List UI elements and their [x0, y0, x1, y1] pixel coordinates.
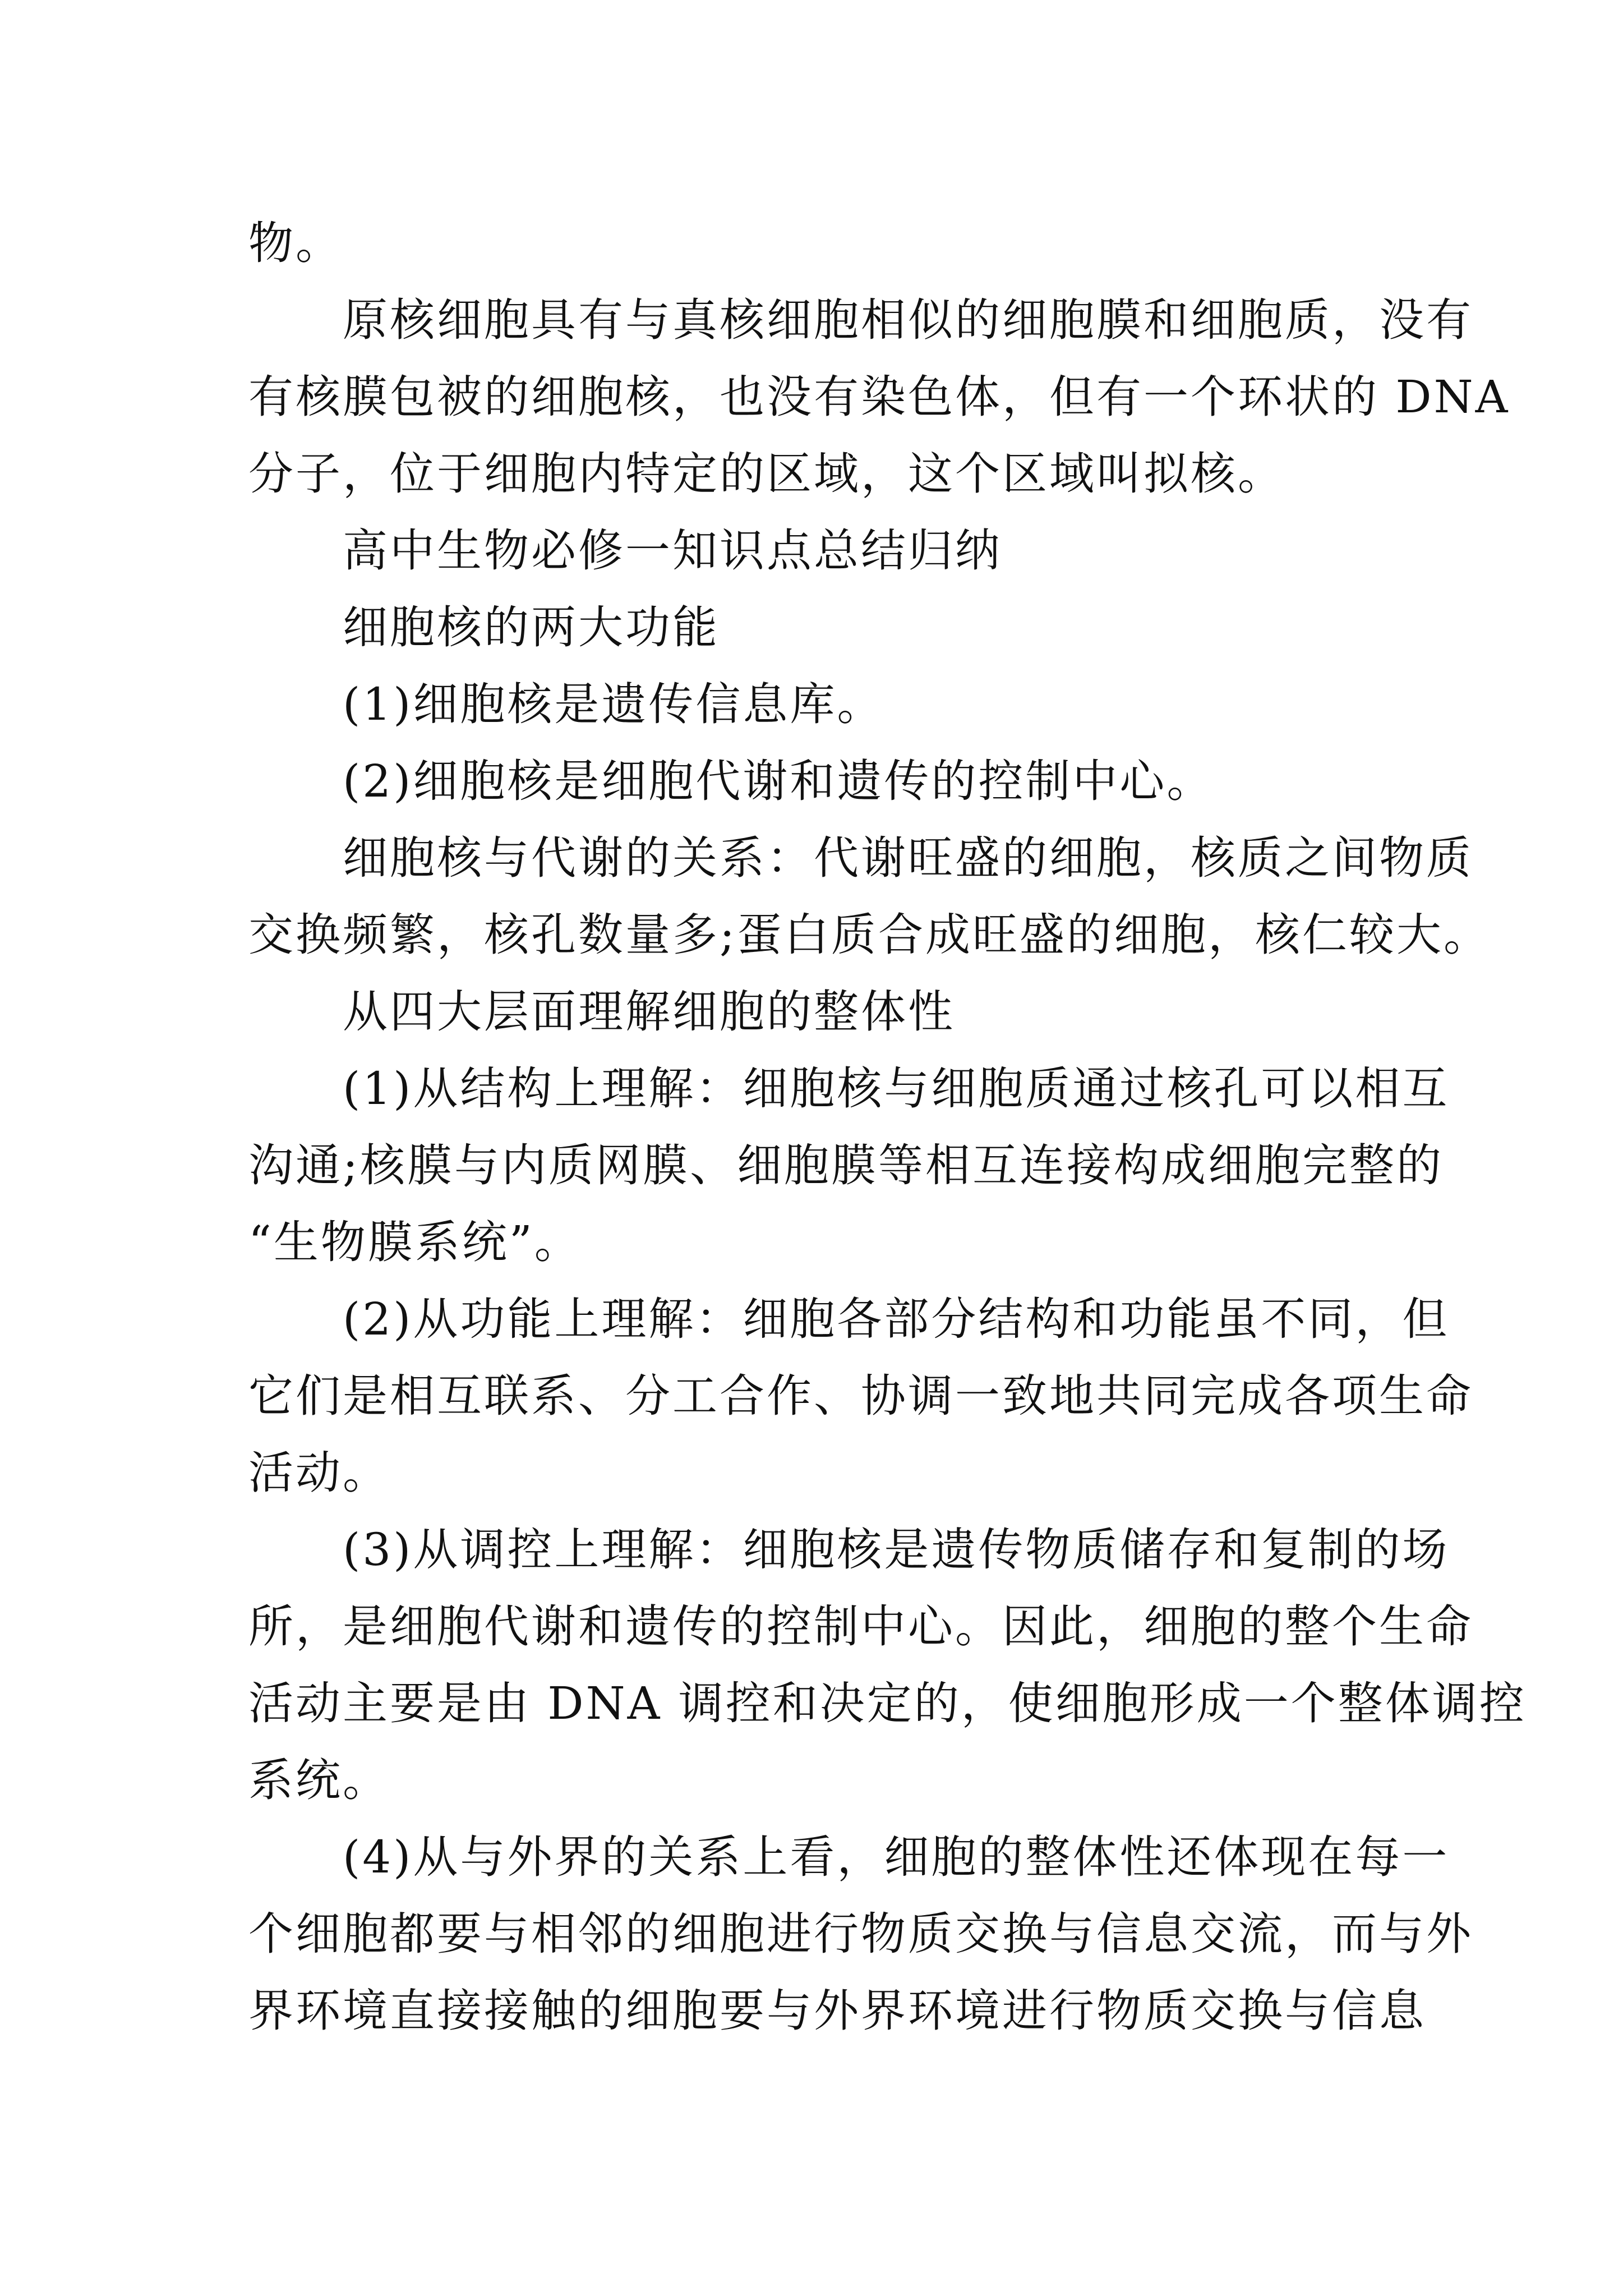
- text-line: 所，是细胞代谢和遗传的控制中心。因此，细胞的整个生命: [248, 1600, 1473, 1653]
- subsection-heading: 细胞核的两大功能: [343, 601, 720, 654]
- text-line: (2)从功能上理解：细胞各部分结构和功能虽不同，但: [343, 1293, 1450, 1345]
- text-line: “生物膜系统”。: [248, 1216, 582, 1268]
- section-heading: 高中生物必修一知识点总结归纳: [343, 524, 1002, 577]
- text-line: 细胞核与代谢的关系：代谢旺盛的细胞，核质之间物质: [343, 832, 1473, 884]
- text-line: 活动主要是由 DNA 调控和决定的，使细胞形成一个整体调控: [248, 1677, 1527, 1729]
- text-line: (3)从调控上理解：细胞核是遗传物质储存和复制的场: [343, 1524, 1450, 1576]
- document-body: [248, 205, 1527, 2049]
- text-line: (1)细胞核是遗传信息库。: [343, 678, 884, 730]
- text-line: 活动。: [248, 1447, 390, 1499]
- text-line: 系统。: [248, 1754, 390, 1806]
- text-line: 界环境直接接触的细胞要与外界环境进行物质交换与信息: [248, 1985, 1426, 2037]
- text-line: 原核细胞具有与真核细胞相似的细胞膜和细胞质，没有: [343, 294, 1473, 346]
- text-line: 个细胞都要与相邻的细胞进行物质交换与信息交流，而与外: [248, 1908, 1473, 1960]
- text-line: 有核膜包被的细胞核，也没有染色体，但有一个环状的 DNA: [248, 371, 1510, 423]
- text-line: 物。: [248, 217, 343, 269]
- text-line: 它们是相互联系、分工合作、协调一致地共同完成各项生命: [248, 1370, 1473, 1422]
- text-line: 沟通;核膜与内质网膜、细胞膜等相互连接构成细胞完整的: [248, 1139, 1444, 1191]
- text-line: (4)从与外界的关系上看，细胞的整体性还体现在每一: [343, 1831, 1450, 1883]
- text-line: 分子，位于细胞内特定的区域，这个区域叫拟核。: [248, 448, 1285, 500]
- text-line: (2)细胞核是细胞代谢和遗传的控制中心。: [343, 755, 1214, 807]
- text-line: 交换频繁，核孔数量多;蛋白质合成旺盛的细胞，核仁较大。: [248, 909, 1491, 961]
- text-line: (1)从结构上理解：细胞核与细胞质通过核孔可以相互: [343, 1062, 1450, 1115]
- subsection-heading: 从四大层面理解细胞的整体性: [343, 986, 955, 1038]
